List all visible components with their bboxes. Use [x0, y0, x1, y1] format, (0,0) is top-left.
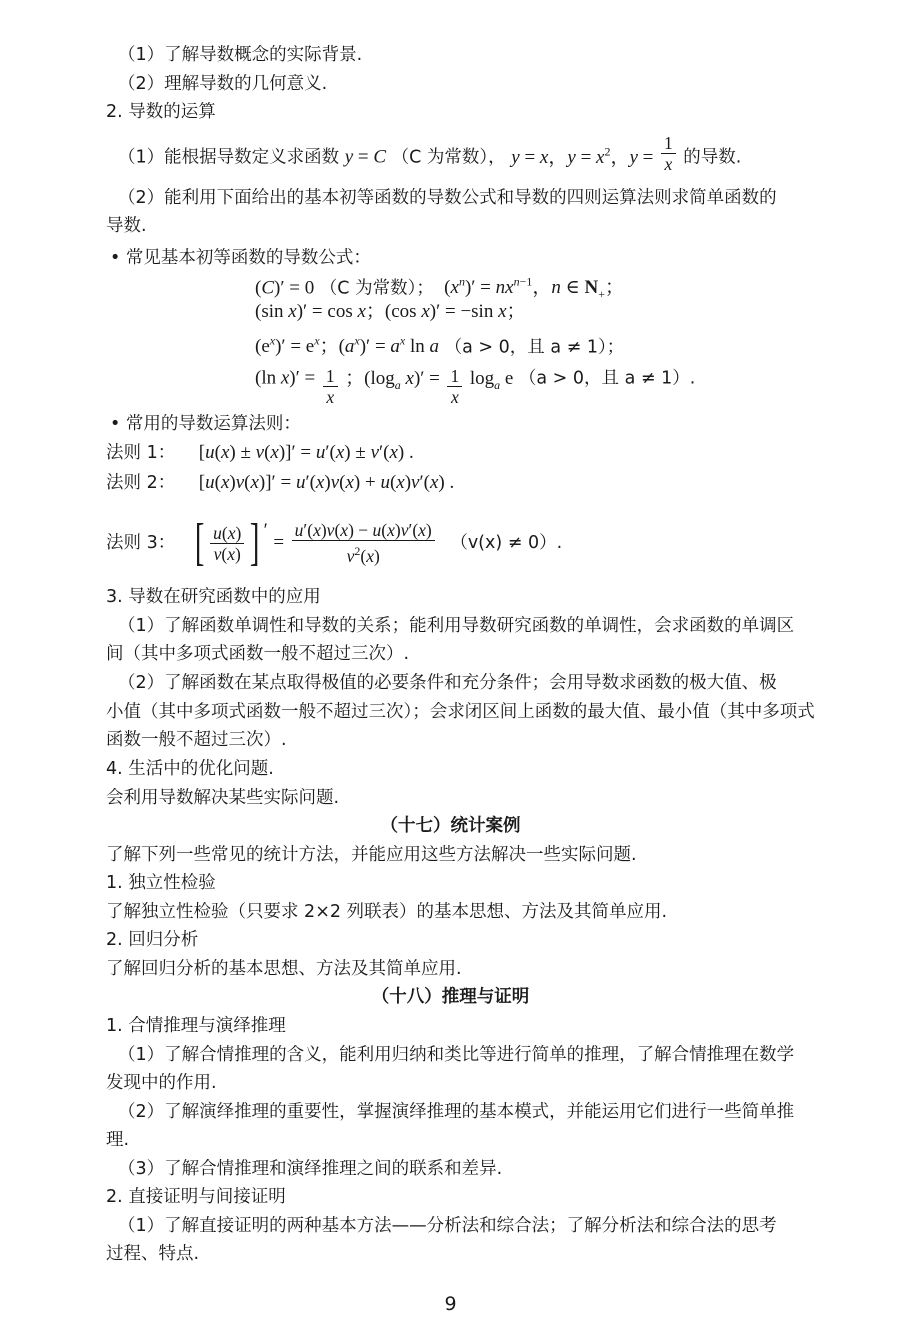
chapter-heading: （十八）推理与证明	[371, 987, 530, 1007]
text-line: （1）了解合情推理的含义，能利用归纳和类比等进行简单的推理，了解合情推理在数学	[118, 1045, 795, 1065]
text-line: 会利用导数解决某些实际问题.	[106, 788, 340, 808]
text-segment: （a > 0，且 a ≠ 1）；	[444, 337, 625, 358]
rule-label: 法则 2：	[106, 473, 176, 493]
chapter-heading: （十七）统计案例	[380, 816, 521, 836]
text-line: （1）了解直接证明的两种基本方法——分析法和综合法；了解分析法和综合法的思考	[118, 1216, 777, 1236]
rule-line: 法则 3： [ $\frac{u(x)}{v(x)}$ ] ′ = $\frac{u'(x)v(x) - u(x)v'(x)}{v^2(x)}$ （v(x) ≠ 0）.	[106, 514, 563, 571]
text-segment: （C 为常数）；	[319, 278, 434, 299]
text-line: （2）了解函数在某点取得极值的必要条件和充分条件；会用导数求函数的极大值、极	[118, 673, 777, 693]
text-line: 函数一般不超过三次）.	[106, 730, 287, 750]
rule-line: 法则 1： [u(x) ± v(x)]′ = u′(x) ± v′(x) .	[106, 442, 414, 463]
text-line: 了解下列一些常见的统计方法，并能应用这些方法解决一些实际问题.	[106, 845, 637, 865]
text-segment: （a > 0，且 a ≠ 1）.	[518, 368, 696, 389]
section-heading: 2. 直接证明与间接证明	[106, 1187, 286, 1207]
section-heading: 3. 导数在研究函数中的应用	[106, 587, 321, 607]
text-line: 发现中的作用.	[106, 1073, 217, 1093]
section-heading: 2. 回归分析	[106, 930, 199, 950]
text-line: 导数.	[106, 216, 147, 236]
page-number: 9	[444, 1293, 457, 1315]
text-segment: （C 为常数），	[391, 147, 506, 168]
text-line: （2）了解演绎推理的重要性，掌握演绎推理的基本模式，并能运用它们进行一些简单推	[118, 1102, 795, 1122]
section-heading: 1. 独立性检验	[106, 873, 216, 893]
bullet-heading: • 常用的导数运算法则：	[110, 414, 301, 434]
rule-label: 法则 1：	[106, 443, 176, 463]
section-heading: 1. 合情推理与演绎推理	[106, 1016, 286, 1036]
formula-line: (ln x)′ = $\frac{1}{x}$ ；($\log_a$ x)′ = $\frac{1}{x}$ $\log_a e$ （a > 0，且 a ≠ 1）.	[255, 366, 696, 407]
bullet-heading: • 常见基本初等函数的导数公式：	[110, 248, 371, 268]
text-line: 小值（其中多项式函数一般不超过三次）；会求闭区间上函数的最大值、最小值（其中多项式	[106, 702, 815, 722]
text-segment: 的导数.	[683, 147, 742, 168]
section-heading: 4. 生活中的优化问题.	[106, 759, 274, 779]
formula-line: (C)′ = 0 （C 为常数）； $(x^n)' = nx^{n-1}$，n ∈ $N_+$；	[255, 275, 624, 302]
text-segment: （1）能根据导数定义求函数	[118, 147, 340, 168]
rule-line: 法则 2： [u(x)v(x)]′ = u′(x)v(x) + u(x)v′(x) .	[106, 472, 455, 493]
text-line: （1）了解函数单调性和导数的关系；能利用导数研究函数的单调性，会求函数的单调区	[118, 616, 795, 636]
text-line: 了解回归分析的基本思想、方法及其简单应用.	[106, 959, 462, 979]
text-line: 了解独立性检验（只要求 2×2 列联表）的基本思想、方法及其简单应用.	[106, 902, 668, 922]
formula-line: （1）能根据导数定义求函数 y = C （C 为常数）， y = x，$y = x^2$，y = $\frac{1}{x}$ 的导数.	[118, 133, 742, 174]
text-segment: （v(x) ≠ 0）.	[450, 533, 563, 553]
text-line: （1）了解导数概念的实际背景.	[118, 45, 363, 65]
formula-line: (sin x)′ = cos x；(cos x)′ = −sin x；	[255, 301, 526, 322]
text-line: （3）了解合情推理和演绎推理之间的联系和差异.	[118, 1159, 503, 1179]
text-line: （2）能利用下面给出的基本初等函数的导数公式和导数的四则运算法则求简单函数的	[118, 188, 777, 208]
text-line: （2）理解导数的几何意义.	[118, 74, 328, 94]
text-line: 过程、特点.	[106, 1244, 200, 1264]
rule-label: 法则 3：	[106, 533, 176, 553]
text-line: 间（其中多项式函数一般不超过三次）.	[106, 644, 410, 664]
formula-line: $(e^x)' = e^x$；$(a^x)' = a^x$ ln a （a > 0，且 a ≠ 1）；	[255, 334, 625, 358]
text-line: 理.	[106, 1130, 130, 1150]
section-heading: 2. 导数的运算	[106, 102, 216, 122]
